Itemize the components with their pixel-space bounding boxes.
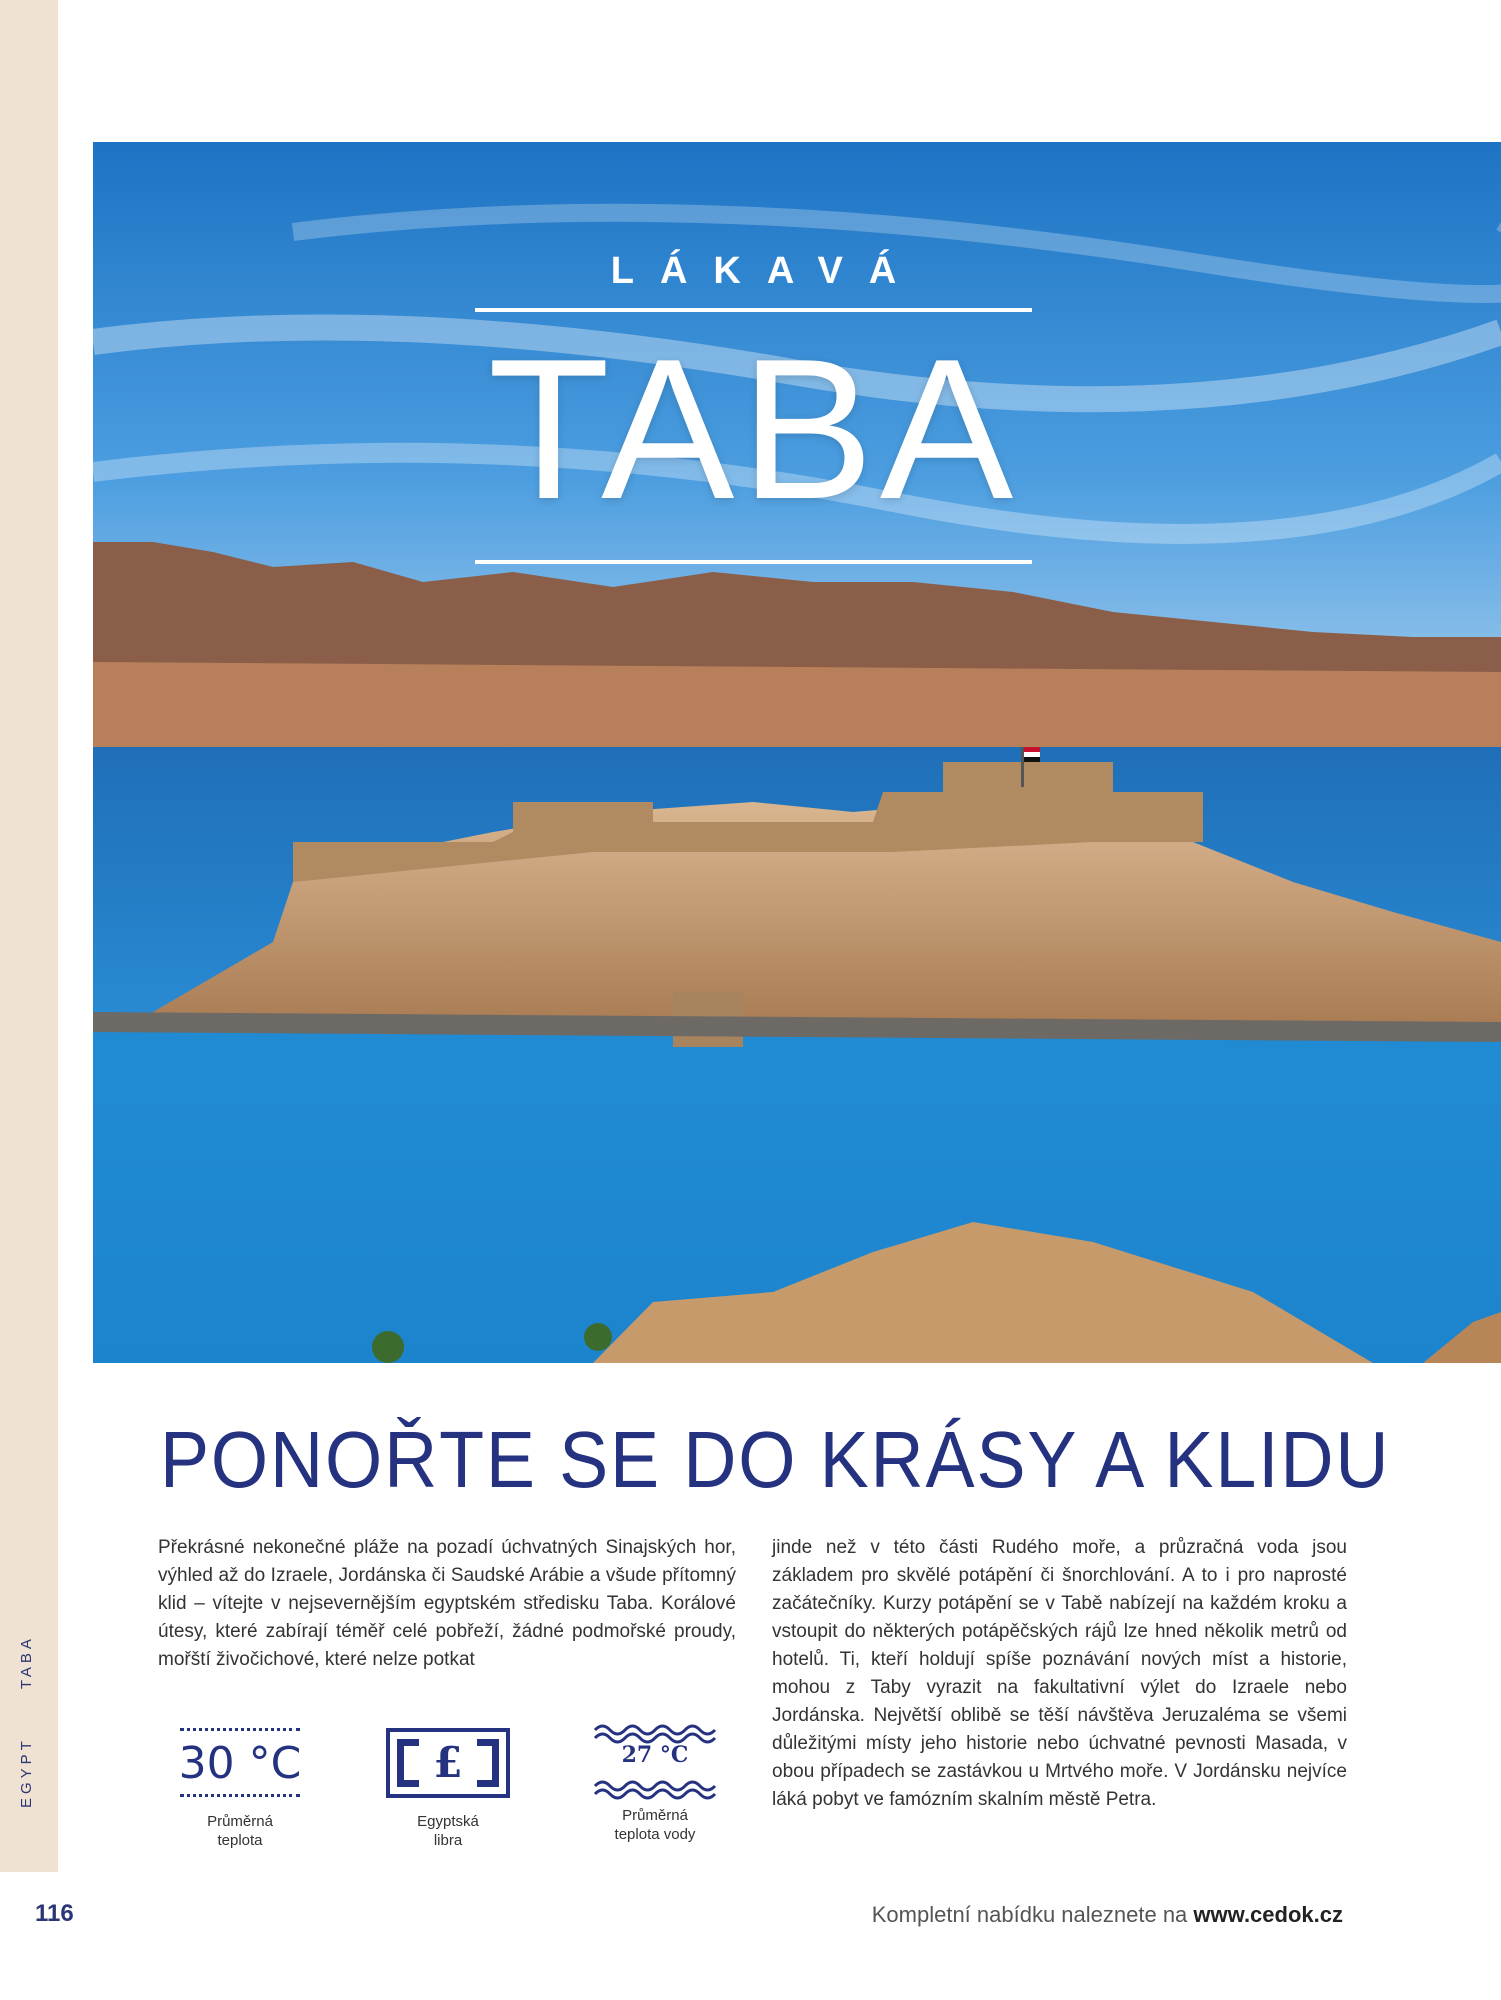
- stat-temperature-caption-2: teplota: [217, 1832, 263, 1849]
- stat-temperature-caption-1: Průměrná: [207, 1813, 273, 1830]
- stat-water-caption-2: teplota vody: [614, 1826, 696, 1843]
- stat-water-temperature: [580, 1716, 730, 1844]
- footer-text: Kompletní nabídku naleznete na: [871, 1902, 1194, 1927]
- hero-divider-bottom: [475, 560, 1032, 564]
- hero-subtitle: LÁKAVÁ: [610, 250, 923, 292]
- stat-currency-caption-2: libra: [433, 1832, 463, 1849]
- body-column-2: jinde než v této části Rudého moře, a průzračná voda jsou základem pro skvělé potápění či šnorchlování. A to i pro naprosté začátečníky. Kurzy potápění se v Tabě nabízejí na každém kroku a vstoupit do některých potápěčských rájů lze hned několik metrů od hotelů. Ti, kteří holdují spíše poznávání nových míst a historie, mohou z Taby vyrazit na fakultativní výlet do Izraele nebo Jordánska. Největší oblibě se těší návštěva Jeruzaléma se všemi důležitými místy jeho historie nebo úchvatné pevnosti Masada, v obou případech se zastávkou u Mrtvého moře. V Jordánsku nejvíce láká pobyt ve famózním skalním městě Petra.: [772, 1537, 1347, 1810]
- stat-currency: [373, 1716, 523, 1850]
- sidebar-place: TABA: [18, 1635, 35, 1690]
- stat-water-value: 27 °C: [621, 1742, 689, 1768]
- hero-title: TABA: [487, 318, 1020, 541]
- hero-divider-top: [475, 308, 1032, 312]
- stat-currency-value: £: [433, 1738, 463, 1787]
- sidebar-label: [18, 1635, 35, 1808]
- page-number: 116: [35, 1900, 74, 1927]
- stat-temperature-value: 30 °C: [178, 1738, 302, 1789]
- waves-icon: [580, 1716, 730, 1806]
- thermometer-icon: [165, 1716, 315, 1806]
- banknote-icon: [373, 1716, 523, 1806]
- footer-url-link[interactable]: www.cedok.cz: [1193, 1902, 1343, 1927]
- footer-note: [872, 1902, 1343, 1928]
- page-headline: PONOŘTE SE DO KRÁSY A KLIDU: [160, 1415, 1391, 1504]
- stat-temperature: [165, 1716, 315, 1850]
- sidebar-strip: [0, 0, 58, 1872]
- body-column-1: Překrásné nekonečné pláže na pozadí úchvatných Sinajských hor, výhled až do Izraele, Jordánska či Saudské Arábie a všude přítomný klid – vítejte v nejsevernějším egyptském středisku Taba. Korálové útesy, které zabírají téměř celé pobřeží, žádné podmořské proudy, mořští živočichové, které nelze potkat: [158, 1537, 736, 1670]
- stat-currency-caption-1: Egyptská: [417, 1813, 479, 1830]
- sidebar-country: EGYPT: [18, 1737, 35, 1808]
- stat-water-caption-1: Průměrná: [622, 1807, 688, 1824]
